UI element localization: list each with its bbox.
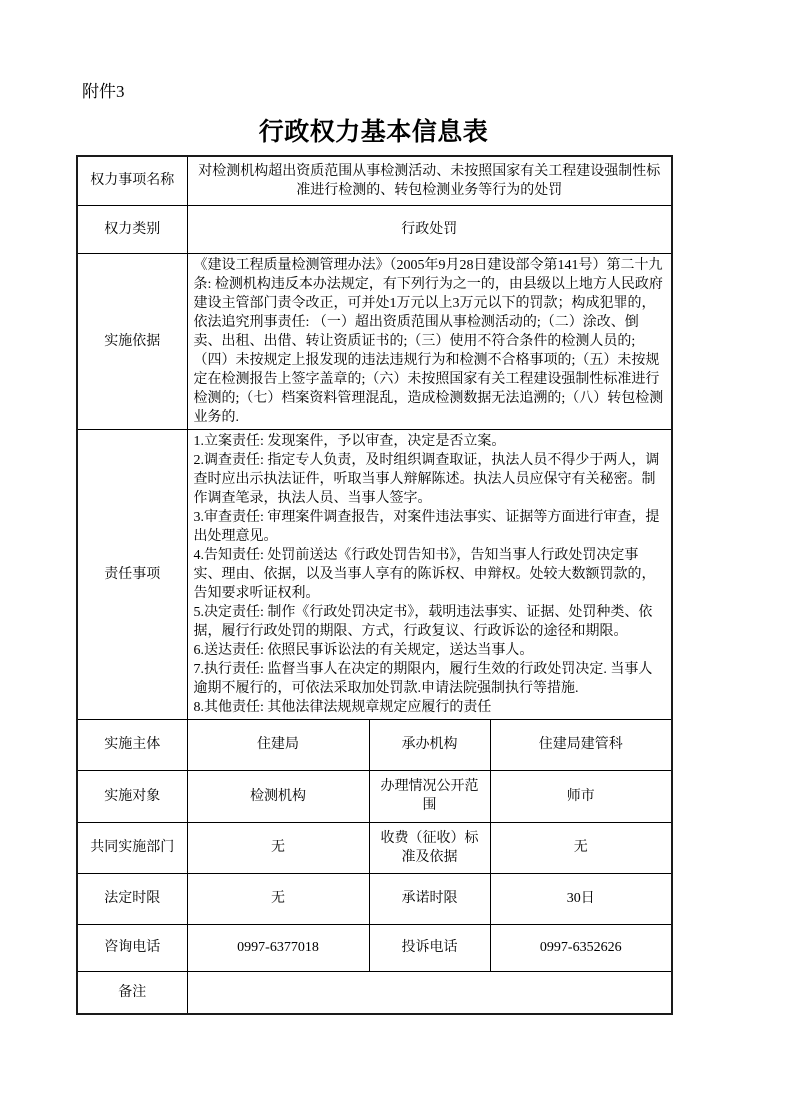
fee-standard-label: 收费（征收）标准及依据 [369, 822, 490, 873]
fee-standard-value: 无 [490, 822, 672, 873]
joint-departments-label: 共同实施部门 [77, 822, 187, 873]
row-basis [77, 253, 672, 429]
responsibility-item-2: 2.调查责任: 指定专人负责，及时组织调查取证，执法人员不得少于两人，调查时应出示执法证件，听取当事人辩解陈述。执法人员应保守有关秘密。制作调查笔录，执法人员、当事人签字。 [193, 452, 660, 506]
row-legal-time-limit [77, 873, 672, 924]
consult-phone-label: 咨询电话 [77, 924, 187, 971]
power-type-value: 行政处罚 [187, 205, 672, 253]
basis-value: 《建设工程质量检测管理办法》（2005年9月28日建设部令第141号）第二十九条: 检测机构违反本办法规定，有下列行为之一的，由县级以上地方人民政府建设主管部门责令改正，可并处1万元以上3万元以下的罚款；构成犯罪的，依法追究刑事责任: （一）超出资质范围从事检测活动的;（二）涂改、倒卖、出租、出借、转让资质证书的;（三）使用不符合条件的检测人员的;（四）未按规定上报发现的违法违规行为和检测不合格事项的;（五）未按规定在检测报告上签字盖章的;（六）未按照国家有关工程建设强制性标准进行检测的;（七）档案资料管理混乱，造成检测数据无法追溯的;（八）转包检测业务的. [187, 253, 672, 429]
responsibility-item-5: 5.决定责任: 制作《行政处罚决定书》，载明违法事实、证据、处罚种类、依据，履行行政处罚的期限、方式，行政复议、行政诉讼的途径和期限。 [193, 604, 653, 639]
target-value: 检测机构 [187, 770, 369, 822]
disclosure-scope-label: 办理情况公开范围 [369, 770, 490, 822]
row-remarks [77, 971, 672, 1014]
consult-phone-value: 0997-6377018 [187, 924, 369, 971]
row-power-type [77, 205, 672, 253]
undertaker-label: 承办机构 [369, 719, 490, 770]
power-type-label: 权力类别 [77, 205, 187, 253]
info-table [76, 155, 673, 1015]
basis-label: 实施依据 [77, 253, 187, 429]
implementer-value: 住建局 [187, 719, 369, 770]
undertaker-value: 住建局建管科 [490, 719, 672, 770]
responsibility-item-1: 1.立案责任: 发现案件，予以审查，决定是否立案。 [193, 433, 506, 449]
target-label: 实施对象 [77, 770, 187, 822]
implementer-label: 实施主体 [77, 719, 187, 770]
legal-time-limit-value: 无 [187, 873, 369, 924]
disclosure-scope-value: 师市 [490, 770, 672, 822]
row-joint-departments [77, 822, 672, 873]
attachment-label: 附件3 [82, 82, 125, 101]
page-title: 行政权力基本信息表 [258, 119, 489, 146]
row-implementer [77, 719, 672, 770]
promised-time-limit-label: 承诺时限 [369, 873, 490, 924]
responsibility-item-3: 3.审查责任: 审理案件调查报告，对案件违法事实、证据等方面进行审查，提出处理意见。 [193, 509, 660, 544]
responsibility-label: 责任事项 [77, 429, 187, 719]
responsibility-item-8: 8.其他责任: 其他法律法规规章规定应履行的责任 [193, 699, 492, 715]
responsibility-value [187, 429, 672, 719]
remarks-label: 备注 [77, 971, 187, 1014]
responsibility-item-4: 4.告知责任: 处罚前送达《行政处罚告知书》，告知当事人行政处罚决定事实、理由、依据，以及当事人享有的陈诉权、申辩权。处较大数额罚款的，告知要求听证权利。 [193, 547, 656, 601]
responsibility-item-6: 6.送达责任: 依照民事诉讼法的有关规定，送达当事人。 [193, 642, 534, 658]
complaint-phone-label: 投诉电话 [369, 924, 490, 971]
legal-time-limit-label: 法定时限 [77, 873, 187, 924]
row-target [77, 770, 672, 822]
complaint-phone-value: 0997-6352626 [490, 924, 672, 971]
responsibility-item-7: 7.执行责任: 监督当事人在决定的期限内，履行生效的行政处罚决定. 当事人逾期不履行的，可依法采取加处罚款.申请法院强制执行等措施. [193, 661, 653, 696]
power-name-label: 权力事项名称 [77, 156, 187, 205]
row-power-name [77, 156, 672, 205]
joint-departments-value: 无 [187, 822, 369, 873]
power-name-value: 对检测机构超出资质范围从事检测活动、未按照国家有关工程建设强制性标准进行检测的、转包检测业务等行为的处罚 [187, 156, 672, 205]
row-responsibility [77, 429, 672, 719]
row-consult-phone [77, 924, 672, 971]
remarks-value [187, 971, 672, 1014]
promised-time-limit-value: 30日 [490, 873, 672, 924]
